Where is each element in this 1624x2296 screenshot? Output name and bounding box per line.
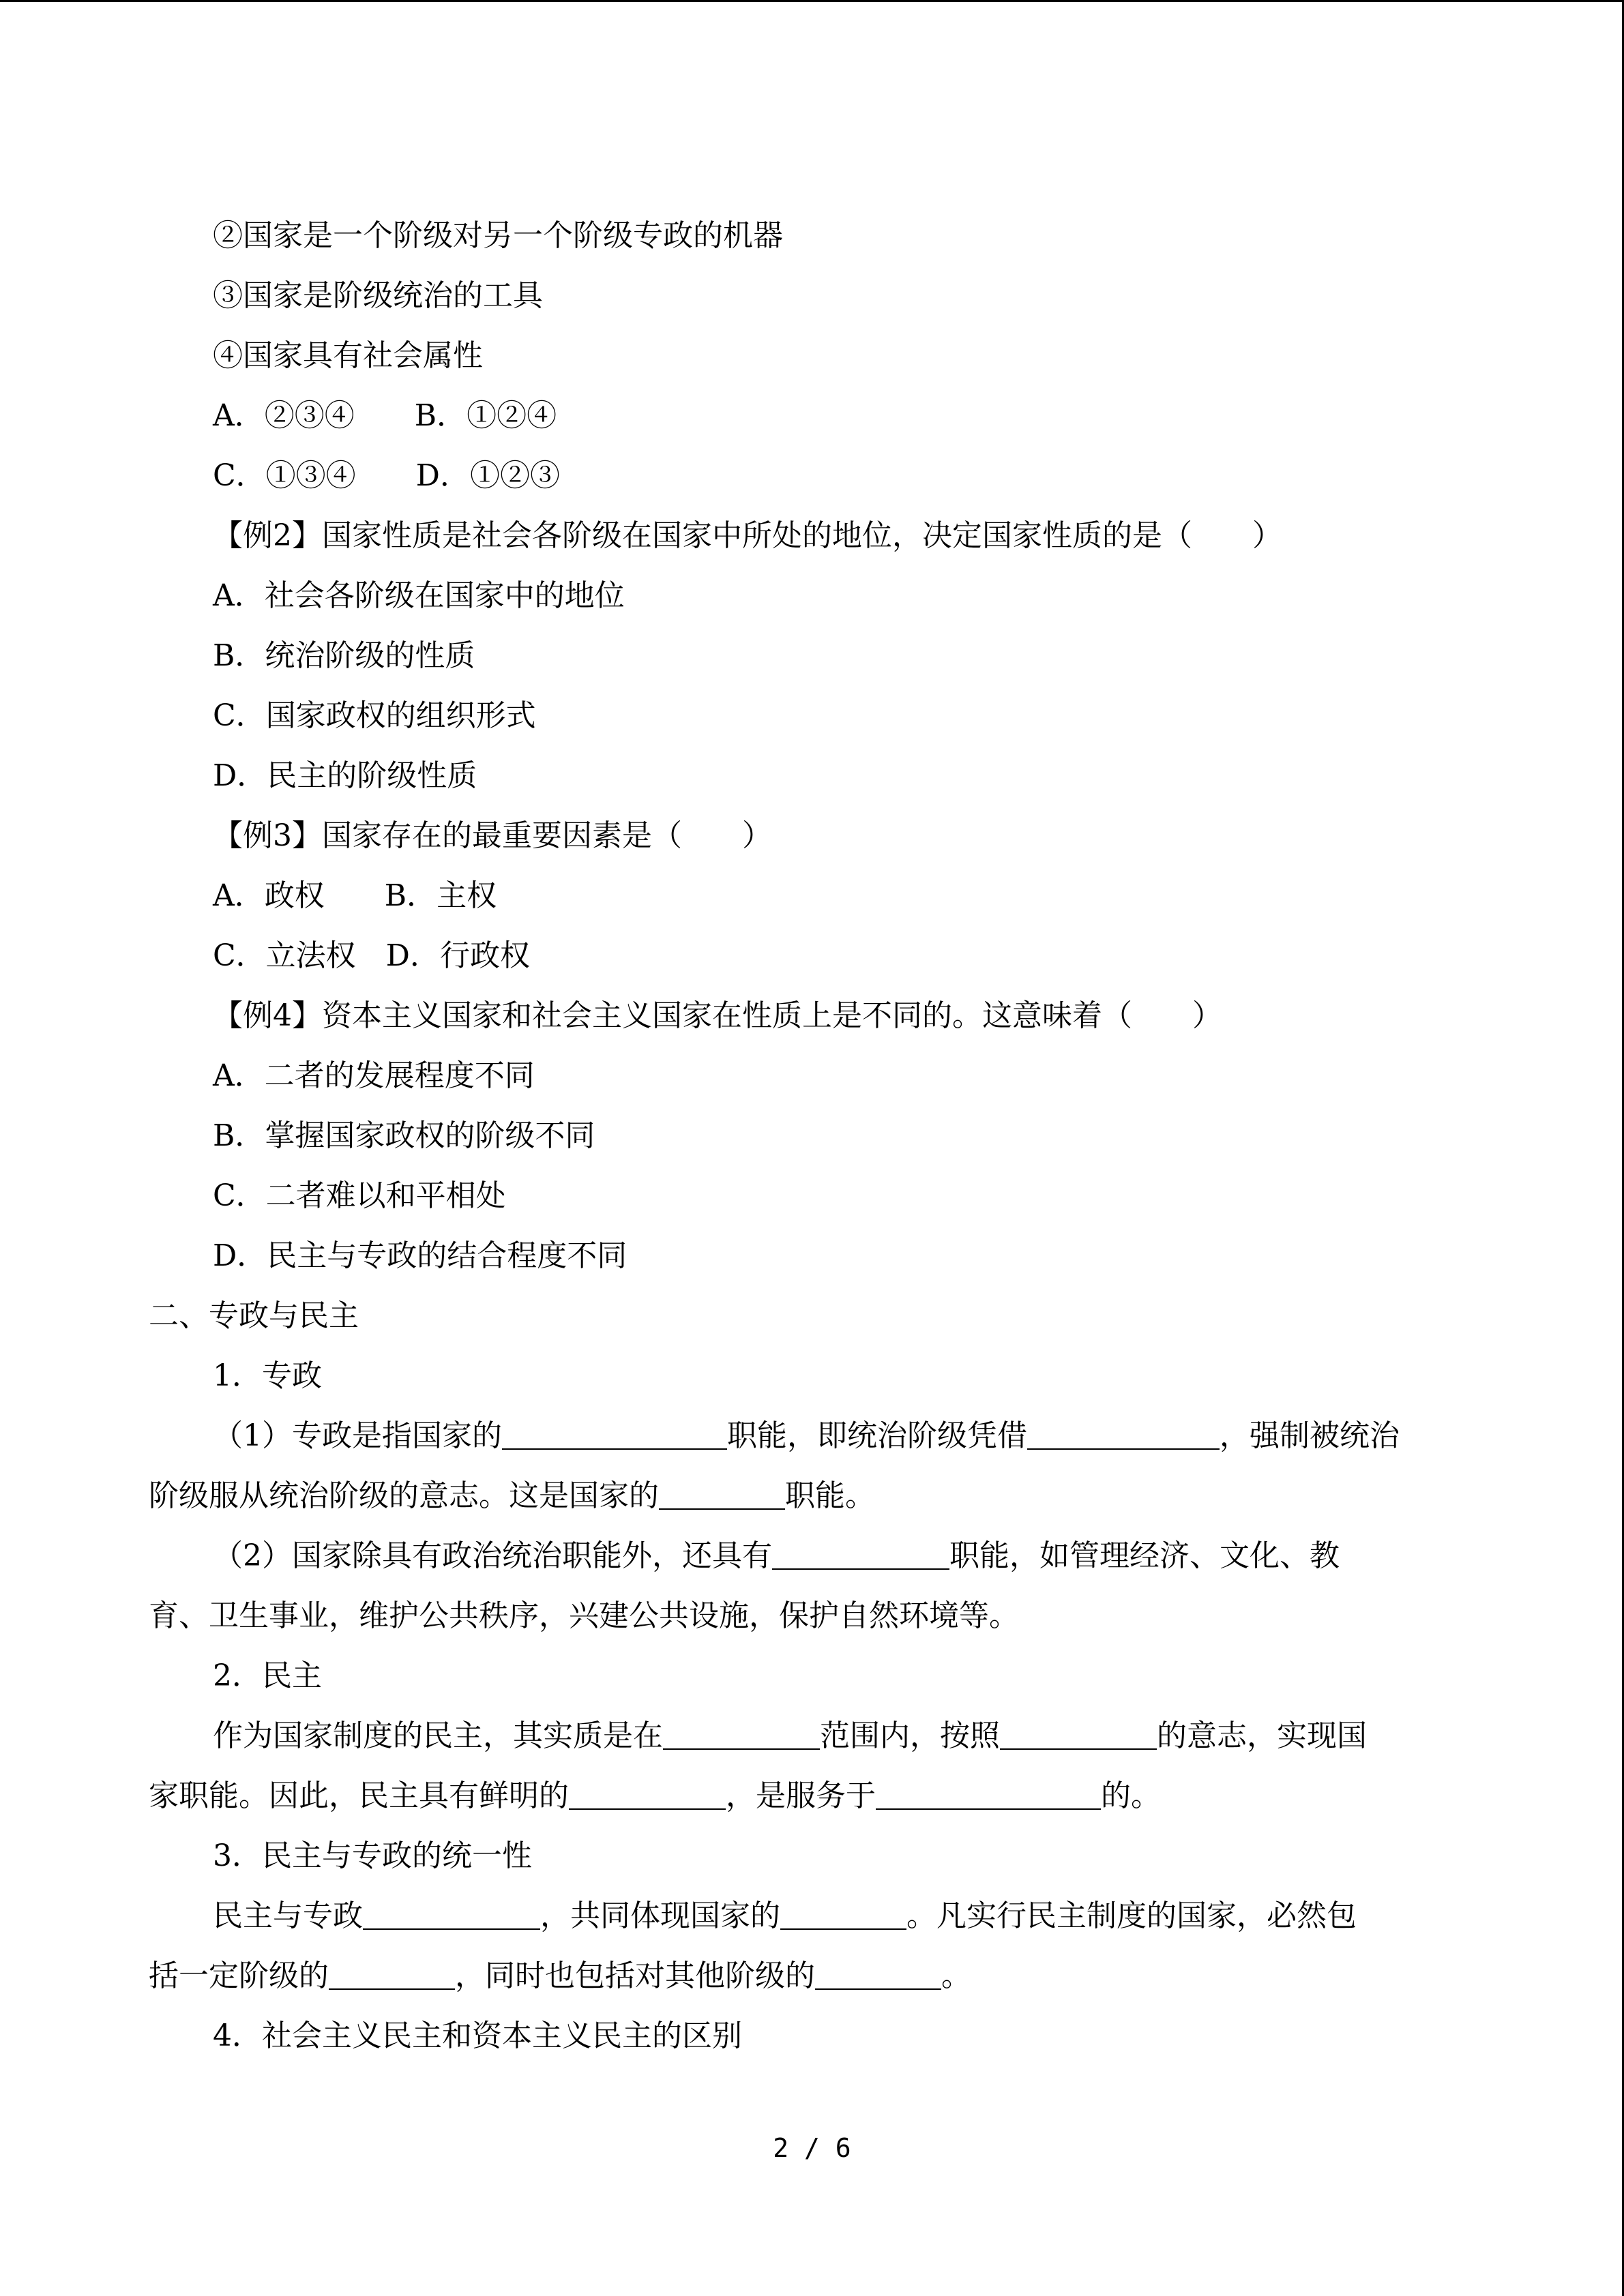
ex1-options-ab: A．②③④ B．①②④ [213, 398, 557, 433]
text-run: 的。 [1101, 1778, 1161, 1813]
fill-blank[interactable] [329, 1958, 455, 1990]
text-run: 括一定阶级的 [149, 1958, 329, 1993]
text-run: 家职能。因此，民主具有鲜明的 [149, 1778, 569, 1813]
paragraph-3-line-2 [149, 1776, 1161, 1817]
subsection-2-title: 2．民主 [213, 1658, 322, 1693]
text-run: 民主与专政 [213, 1898, 363, 1933]
ex2-question: 【例2】国家性质是社会各阶级在国家中所处的地位，决定国家性质的是（ ） [213, 518, 1282, 553]
page-border-top [0, 0, 1624, 2]
section-heading: 二、专政与民主 [149, 1298, 359, 1333]
statement-3: ③国家是阶级统治的工具 [213, 278, 543, 313]
ex2-option-d: D．民主的阶级性质 [213, 758, 477, 793]
fill-blank[interactable] [780, 1898, 906, 1930]
page-number: 2 / 6 [773, 2133, 851, 2163]
text-run: ，共同体现国家的 [540, 1898, 780, 1933]
text-run: （2）国家除具有政治统治职能外，还具有 [213, 1538, 772, 1573]
ex4-option-a: A．二者的发展程度不同 [213, 1058, 535, 1093]
paragraph-1-line-2 [149, 1476, 875, 1517]
paragraph-2-line-1 [213, 1536, 1340, 1577]
paragraph-1-line-1 [213, 1416, 1400, 1457]
subsection-1-title: 1．专政 [213, 1358, 322, 1393]
fill-blank[interactable] [569, 1778, 726, 1810]
fill-blank[interactable] [772, 1538, 949, 1570]
paragraph-3-line-1 [213, 1716, 1367, 1757]
ex3-question: 【例3】国家存在的最重要因素是（ ） [213, 818, 772, 853]
text-run: 范围内，按照 [820, 1718, 1000, 1753]
subsection-3-title: 3．民主与专政的统一性 [213, 1838, 532, 1873]
ex2-option-a: A．社会各阶级在国家中的地位 [213, 578, 625, 613]
ex3-options-ab: A．政权 B．主权 [213, 878, 497, 913]
subsection-4-title: 4．社会主义民主和资本主义民主的区别 [213, 2018, 742, 2053]
statement-2: ②国家是一个阶级对另一个阶级专政的机器 [213, 218, 783, 253]
text-run: ，同时也包括对其他阶级的 [455, 1958, 815, 1993]
fill-blank[interactable] [663, 1718, 820, 1750]
text-run: 职能。 [785, 1478, 875, 1513]
ex3-options-cd: C．立法权 D．行政权 [213, 938, 530, 973]
fill-blank[interactable] [363, 1898, 540, 1930]
fill-blank[interactable] [1000, 1718, 1157, 1750]
ex4-option-c: C．二者难以和平相处 [213, 1178, 506, 1213]
fill-blank[interactable] [876, 1778, 1101, 1810]
ex1-options-cd: C．①③④ D．①②③ [213, 458, 560, 493]
fill-blank[interactable] [815, 1958, 941, 1990]
fill-blank[interactable] [502, 1418, 727, 1450]
text-run: 的意志，实现国 [1157, 1718, 1367, 1753]
text-run: ，是服务于 [726, 1778, 876, 1813]
text-run: 。凡实行民主制度的国家，必然包 [906, 1898, 1357, 1933]
text-run: 。 [941, 1958, 971, 1993]
text-run: （1）专政是指国家的 [213, 1418, 502, 1453]
ex4-option-d: D．民主与专政的结合程度不同 [213, 1238, 628, 1273]
text-run: 职能，如管理经济、文化、教 [949, 1538, 1340, 1573]
paragraph-2-line-2: 育、卫生事业，维护公共秩序，兴建公共设施，保护自然环境等。 [149, 1598, 1019, 1633]
ex4-option-b: B．掌握国家政权的阶级不同 [213, 1118, 595, 1153]
text-run: 作为国家制度的民主，其实质是在 [213, 1718, 663, 1753]
ex4-question: 【例4】资本主义国家和社会主义国家在性质上是不同的。这意味着（ ） [213, 998, 1222, 1033]
fill-blank[interactable] [1027, 1418, 1220, 1450]
ex2-option-b: B．统治阶级的性质 [213, 638, 475, 673]
statement-4: ④国家具有社会属性 [213, 338, 483, 373]
paragraph-4-line-2 [149, 1956, 971, 1997]
fill-blank[interactable] [659, 1478, 785, 1510]
text-run: ，强制被统治 [1220, 1418, 1400, 1453]
paragraph-4-line-1 [213, 1896, 1357, 1937]
text-run: 职能，即统治阶级凭借 [727, 1418, 1027, 1453]
text-run: 阶级服从统治阶级的意志。这是国家的 [149, 1478, 659, 1513]
ex2-option-c: C．国家政权的组织形式 [213, 698, 536, 733]
